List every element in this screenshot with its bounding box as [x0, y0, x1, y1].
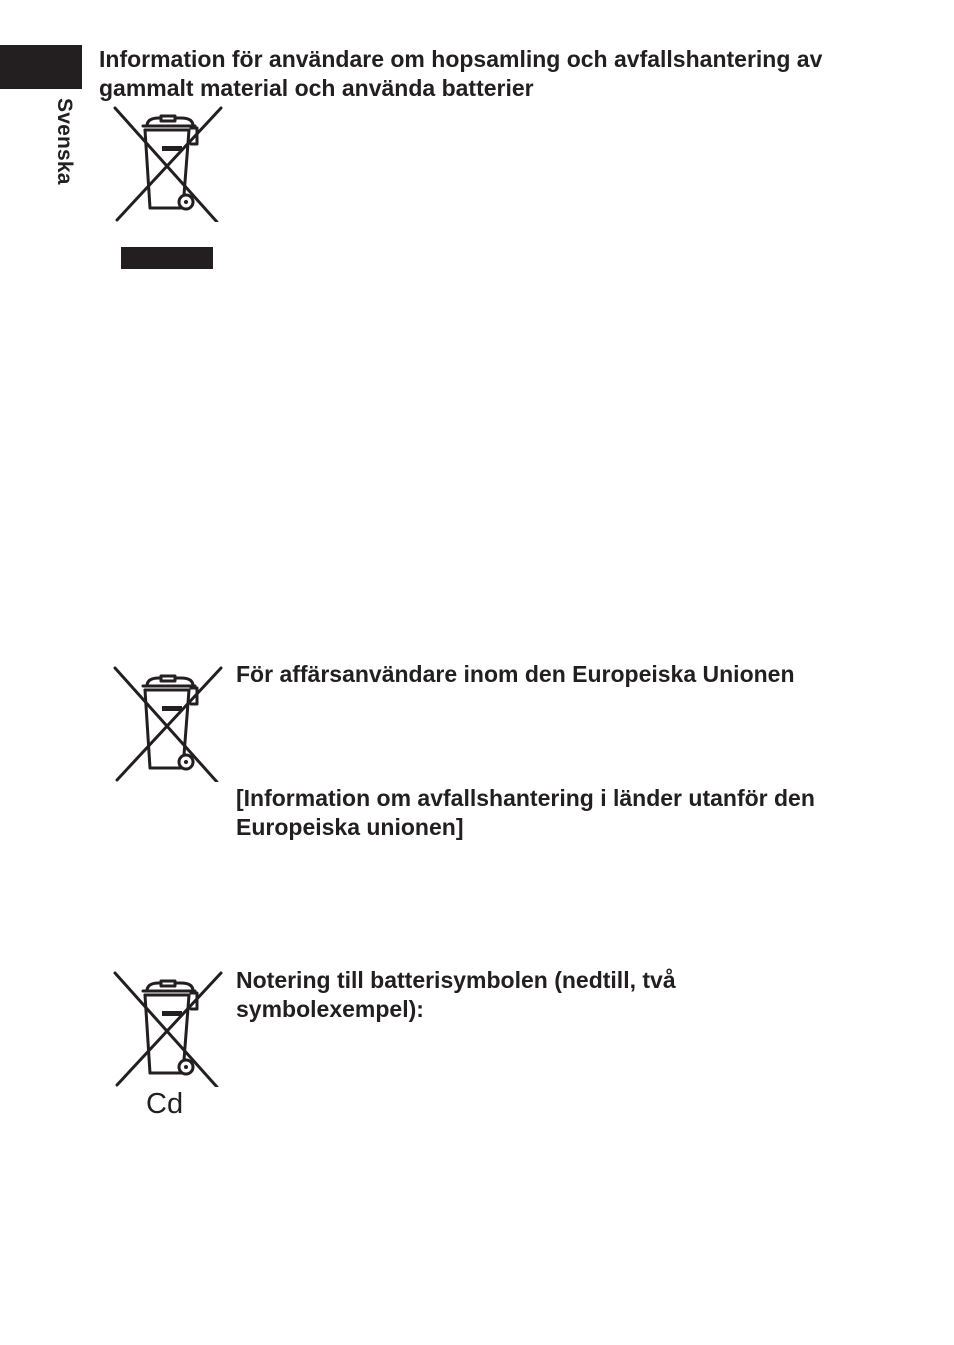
solid-bar-marker [121, 247, 213, 269]
page-title: Information för användare om hopsamling och avfallshantering av gammalt material och använda batterier [99, 46, 823, 101]
outside-eu-heading: [Information om avfallshantering i länder utanför den Europeiska unionen] [236, 785, 815, 840]
crossed-out-wheelie-bin-icon [109, 104, 223, 222]
crossed-out-wheelie-bin-icon [109, 664, 223, 782]
language-label: Svenska [53, 98, 76, 185]
battery-symbol-heading: Notering till batterisymbolen (nedtill, två symbolexempel): [236, 967, 676, 1022]
business-users-heading: För affärsanvändare inom den Europeiska Unionen [236, 661, 795, 687]
chemical-symbol-label: Cd [146, 1088, 184, 1120]
language-tab-marker [0, 45, 82, 89]
crossed-out-wheelie-bin-icon [109, 969, 223, 1087]
